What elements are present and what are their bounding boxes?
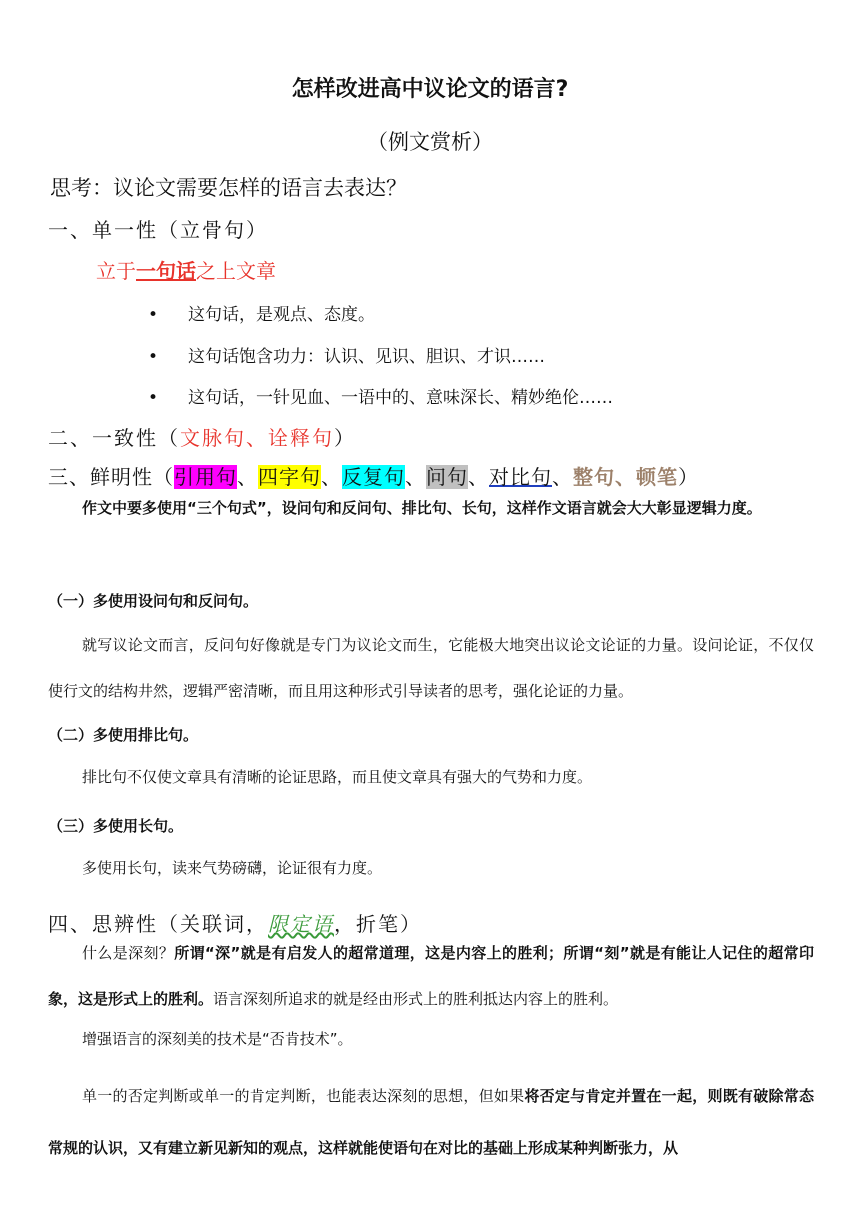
item-pause: 顿笔 [636,465,678,489]
last-a: 单一的否定判断或单一的肯定判断，也能表达深刻的思想，但如果 [82,1087,525,1105]
sep: 、 [405,465,426,489]
page-title: 怎样改进高中议论文的语言? [291,77,569,102]
last-paragraph [48,1070,814,1174]
sep: 、 [615,465,636,489]
think-question: 思考：议论文需要怎样的语言去表达？ [50,176,407,200]
deep-paragraph [48,930,814,1022]
sec2-red: 文脉句、诠释句 [180,426,334,450]
bullet-text: 这句话饱含功力：认识、见识、胆识、才识…… [188,347,545,367]
sec2-close: ） [334,426,356,450]
sec4-label: 四、思辨性（关联词， [48,912,268,936]
sec4-green: 限定语 [268,912,334,936]
sec4-close: ，折笔） [334,912,422,936]
bullet-text: 这句话，一针见血、一语中的、意味深长、精妙绝伦…… [188,388,613,408]
bullet-text: 这句话，是观点、态度。 [188,305,375,325]
bullet-item: • 这句话饱含功力：认识、见识、胆识、才识…… [148,347,545,367]
sub-2-heading: （二）多使用排比句。 [48,726,199,744]
item-quote: 引用句 [174,465,237,489]
deep-b: 所谓“深”就是有启发人的超常道理，这是内容上的胜利；所谓“刻”就是有能让人记住的超常印象，这是形式上的胜利。 [48,944,814,1008]
sub-key: 一句话 [136,259,196,283]
sub-2-text: 排比句不仅使文章具有清晰的论证思路，而且使文章具有强大的气势和力度。 [82,768,593,786]
item-repeat: 反复句 [342,465,405,489]
deep-a: 什么是深刻？ [82,944,175,962]
section-1-subheading [96,255,276,284]
tech-paragraph: 增强语言的深刻美的技术是“否肯技术”。 [82,1030,353,1048]
intro-paragraph: 作文中要多使用“三个句式”，设问句和反问句、排比句、长句，这样作文语言就会大大彰显逻辑力度。 [82,499,762,517]
sec3-label: 三、鲜明性（ [48,465,174,489]
sep: 、 [237,465,258,489]
item-question: 问句 [426,465,468,489]
sub-1-text: 就写议论文而言，反问句好像就是专门为议论文而生，它能极大地突出议论文论证的力量。设问论证，不仅仅使行文的结构井然，逻辑严密清晰，而且用这种形式引导读者的思考，强化论证的力量。 [48,636,814,700]
sub-pre: 立于 [96,259,136,283]
sep: 、 [321,465,342,489]
page-subtitle: （例文赏析） [367,130,493,154]
section-2-heading [48,422,356,451]
sub-1-heading: （一）多使用设问句和反问句。 [48,592,259,610]
sec3-close: ） [678,465,699,489]
bullet-item: • 这句话，是观点、态度。 [148,305,375,325]
deep-c: 语言深刻所追求的就是经由形式上的胜利抵达内容上的胜利。 [213,990,619,1008]
item-whole: 整句 [573,465,615,489]
sec2-label: 二、一致性（ [48,426,180,450]
sep: 、 [552,465,573,489]
last-b: 将否定与肯定并置在一起，则既有破除常态常规的认识，又有建立新见新知的观点，这样就能使语句在对比的基础上形成某种判断张力，从 [48,1087,814,1157]
sep: 、 [468,465,489,489]
item-contrast: 对比句 [489,465,552,489]
bullet-item: • 这句话，一针见血、一语中的、意味深长、精妙绝伦…… [148,388,613,408]
sub-3-heading: （三）多使用长句。 [48,817,184,835]
sub-3-text: 多使用长句，读来气势磅礴，论证很有力度。 [82,859,383,877]
section-1-heading: 一、单一性（立骨句） [48,218,268,242]
sub-post: 之上文章 [196,259,276,283]
item-fourchar: 四字句 [258,465,321,489]
